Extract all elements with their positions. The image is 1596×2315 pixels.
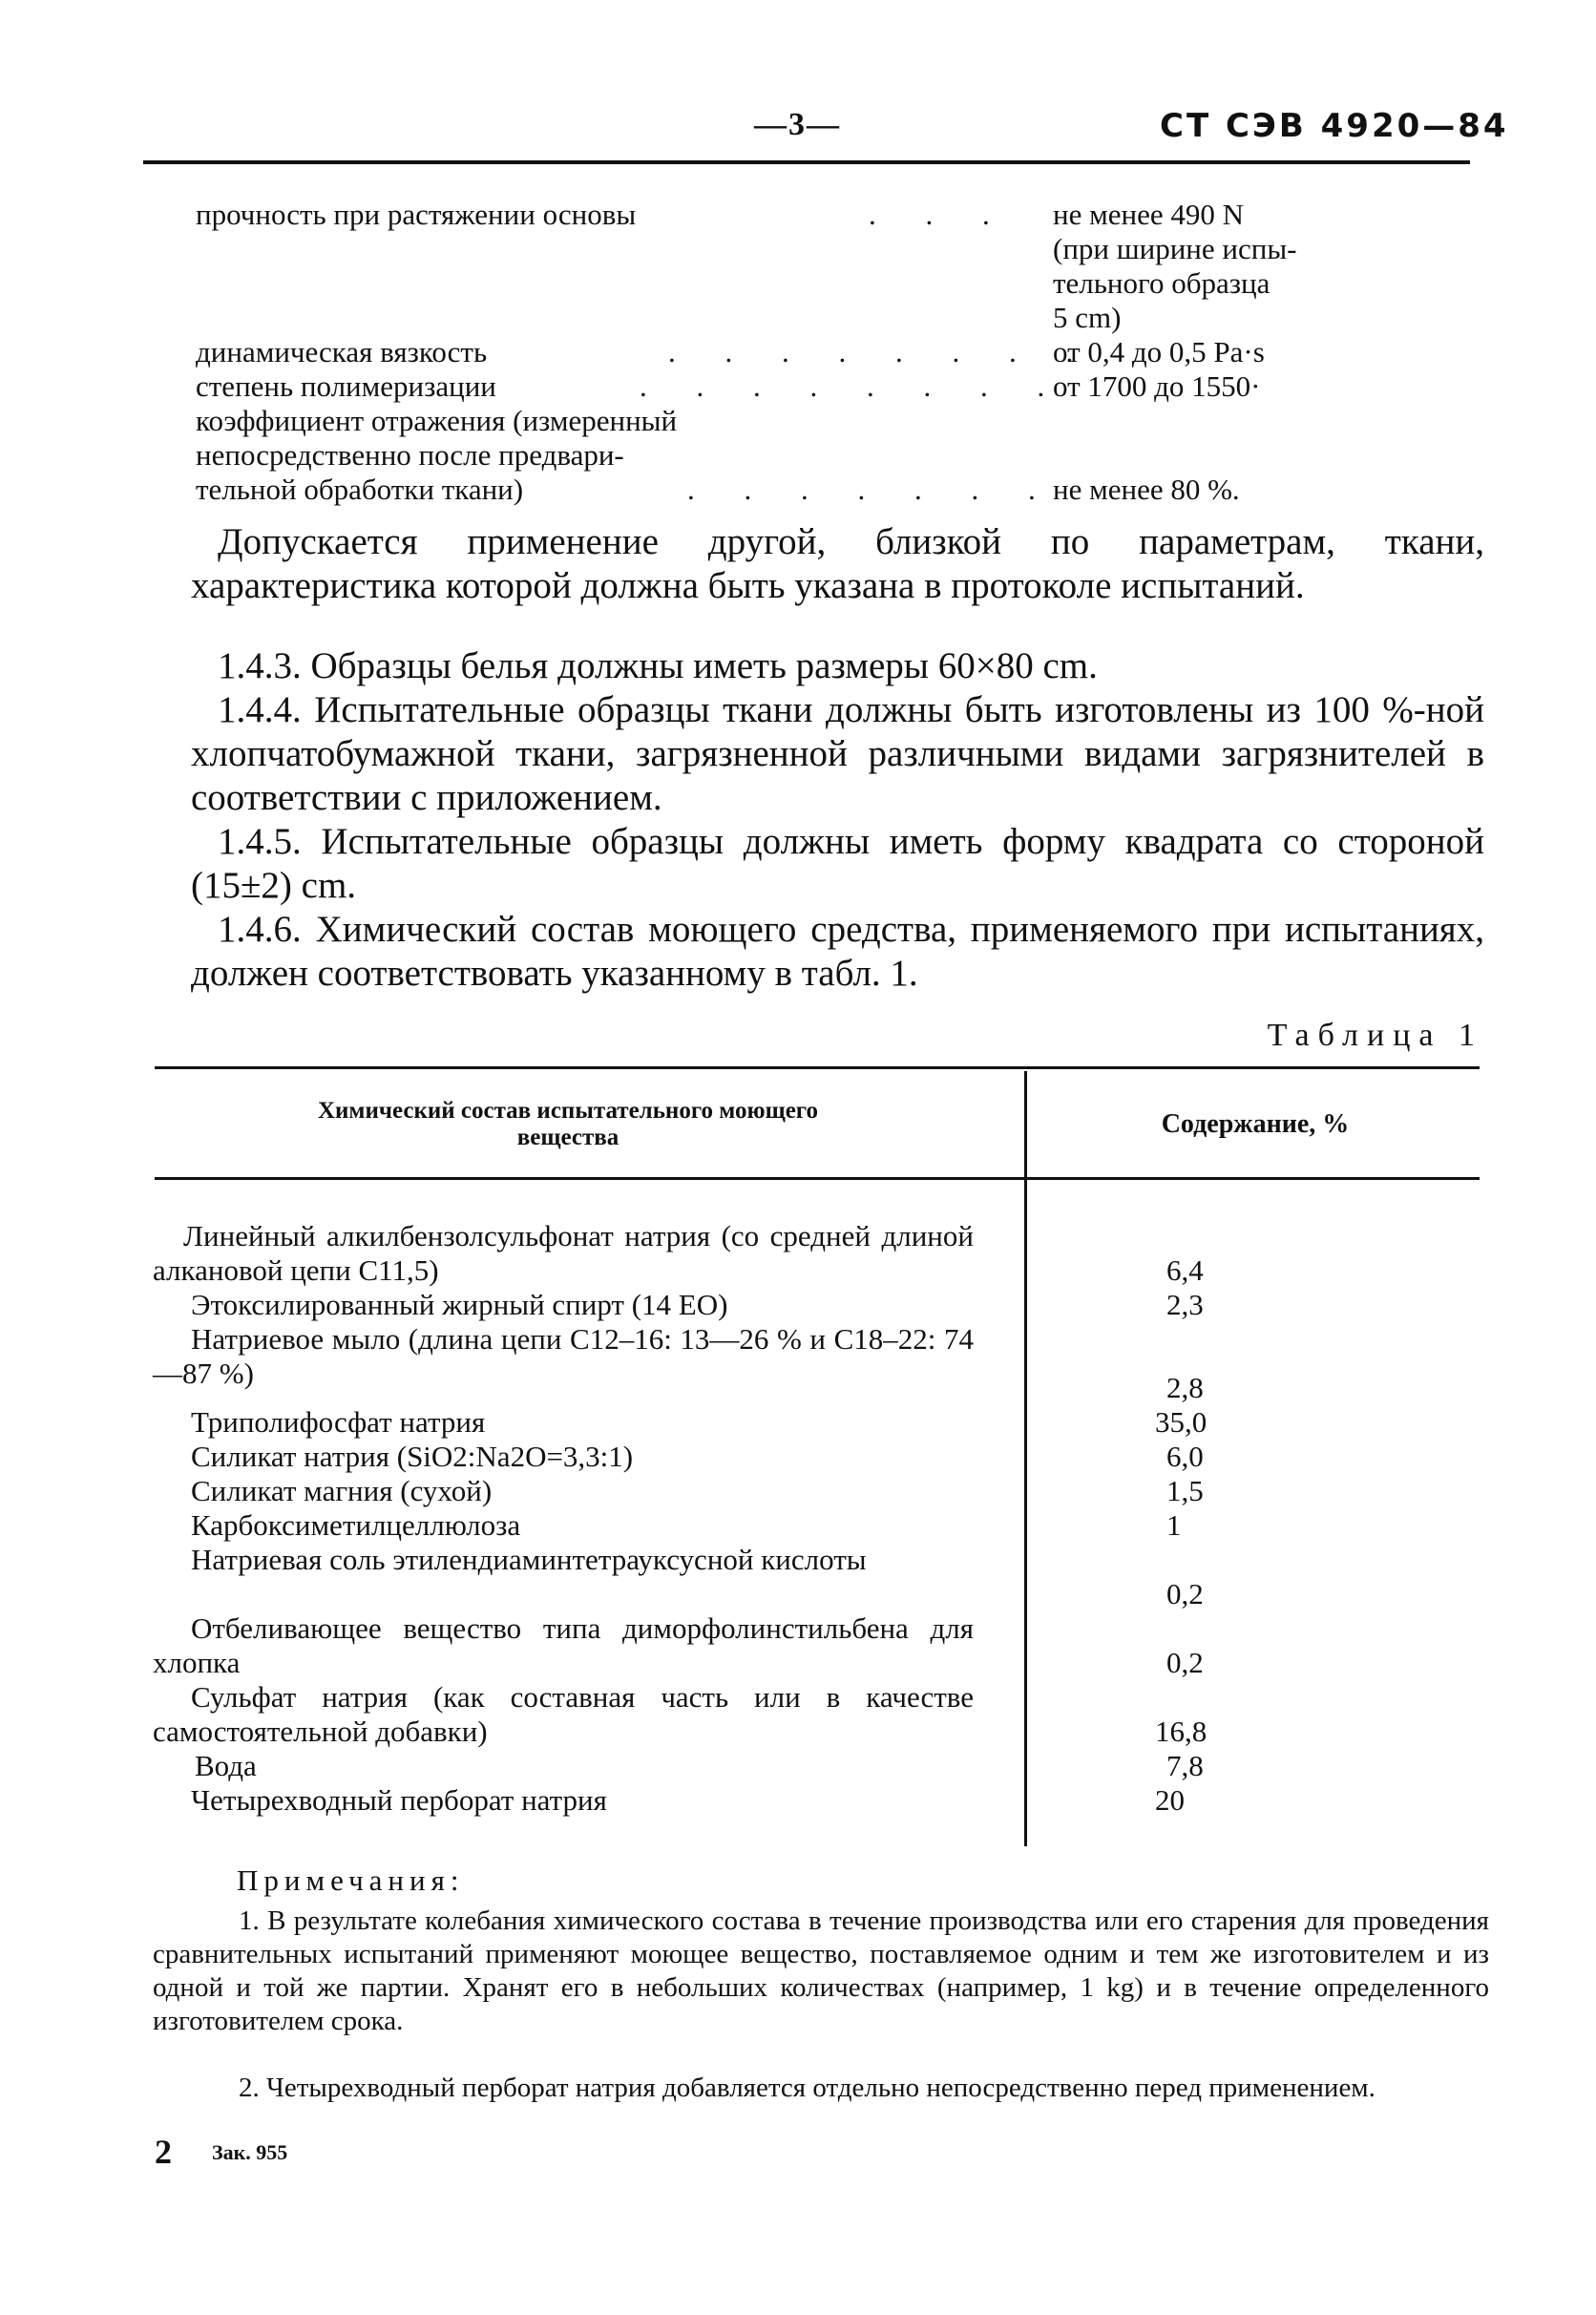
- table-row-value: 6,4: [1166, 1253, 1204, 1287]
- header-rule: [143, 160, 1470, 164]
- table-header-content: Содержание, %: [1161, 1109, 1350, 1139]
- table-row-name: Карбоксиметилцеллюлоза: [191, 1508, 521, 1542]
- leader-dots: . . . . . . .: [687, 473, 1057, 506]
- notes-title: Примечания:: [237, 1863, 465, 1897]
- table-column-divider: [1024, 1071, 1027, 1846]
- table-row-value: 0,2: [1166, 1577, 1204, 1610]
- page-mark: 2: [155, 2133, 172, 2171]
- order-number: Зак. 955: [212, 2140, 288, 2164]
- spec-value: от 1700 до 1550·: [1053, 369, 1261, 403]
- note-item: 1. В результате колебания химического состава в течение производства или его старения для проведения сравнительных испытаний применяют моющее вещество, поставляемое одним и тем же изготовителем и из одной и той же партии. Хранят его в небольших количествах (например, 1 kg) и в течение определенного изготовителем срока.: [153, 1905, 1489, 2036]
- spec-name: тельной обработки ткани): [196, 473, 524, 506]
- table-header-composition: Химический состав испытательного моющего вещества: [317, 1098, 819, 1150]
- paragraph: 1.4.5. Испытательные образцы должны иметь форму квадрата со стороной (15±2) cm.: [191, 821, 1484, 906]
- spec-name: коэффициент отражения (измеренный: [196, 404, 678, 437]
- table-row-name: Сульфат натрия (как составная часть или в качестве самостоятельной добавки): [153, 1680, 974, 1748]
- table-top-rule: [155, 1066, 1480, 1069]
- paragraph: 1.4.4. Испытательные образцы ткани должны быть изготовлены из 100 %-ной хлопчатобумажной ткани, загрязненной различными видами загрязнителей в соответствии с приложением.: [191, 689, 1484, 818]
- table-row-value: 16,8: [1155, 1715, 1208, 1748]
- leader-dots: . . . . . . . .: [668, 335, 1095, 368]
- table-row-name: Триполифосфат натрия: [191, 1405, 486, 1439]
- spec-value: тельного образца: [1053, 266, 1270, 300]
- spec-value: 5 cm): [1053, 301, 1122, 334]
- page-number: —3—: [754, 107, 841, 142]
- table-row-value: 2,8: [1166, 1371, 1204, 1404]
- table-row-value: 20: [1155, 1783, 1185, 1817]
- leader-dots: . . .: [869, 198, 1011, 231]
- spec-name: динамическая вязкость: [196, 335, 488, 368]
- spec-name: степень полимеризации: [196, 369, 496, 403]
- table-row-name: Четырехводный перборат натрия: [191, 1783, 607, 1817]
- spec-value: не менее 490 N: [1053, 198, 1244, 231]
- table-row-name: Натриевое мыло (длина цепи C12–16: 13—26 % и C18–22: 74—87 %): [153, 1322, 974, 1390]
- table-row-value: 7,8: [1166, 1749, 1204, 1782]
- table-row-value: 1,5: [1166, 1474, 1204, 1507]
- table-header-rule: [155, 1177, 1480, 1180]
- table-row-value: 0,2: [1166, 1646, 1204, 1679]
- spec-value: от 0,4 до 0,5 Pa·s: [1053, 335, 1265, 368]
- table-row-name: Натриевая соль этилендиаминтетрауксусной кислоты: [191, 1543, 867, 1576]
- spec-value: (при ширине испы-: [1053, 232, 1297, 265]
- table-row-value: 6,0: [1166, 1440, 1204, 1473]
- standard-code: СТ СЭВ 4920—84: [1160, 107, 1509, 145]
- table-row-name: Отбеливающее вещество типа диморфолинстильбена для хлопка: [153, 1611, 974, 1679]
- spec-value: не менее 80 %.: [1053, 473, 1240, 506]
- paragraph: 1.4.6. Химический состав моющего средства, применяемого при испытаниях, должен соответствовать указанному в табл. 1.: [191, 909, 1484, 994]
- table-row-name: Вода: [195, 1749, 257, 1782]
- paragraph: 1.4.3. Образцы белья должны иметь размеры 60×80 cm.: [218, 645, 1098, 686]
- spec-name: прочность при растяжении основы: [196, 198, 637, 231]
- spec-name: непосредственно после предвари-: [196, 438, 624, 472]
- paragraph: Допускается применение другой, близкой по параметрам, ткани, характеристика которой должна быть указана в протоколе испытаний.: [191, 521, 1484, 606]
- table-row-name: Линейный алкилбензолсульфонат натрия (со средней длиной алкановой цепи C11,5): [153, 1219, 974, 1287]
- table-row-name: Силикат натрия (SiO2:Na2O=3,3:1): [191, 1440, 634, 1473]
- leader-dots: . . . . . . . .: [640, 369, 1066, 403]
- table-row-value: 2,3: [1166, 1288, 1204, 1321]
- table-row-name: Силикат магния (сухой): [191, 1474, 493, 1507]
- table-title: Таблица 1: [1267, 1018, 1483, 1053]
- table-row-value: 35,0: [1155, 1405, 1208, 1439]
- table-row-name: Этоксилированный жирный спирт (14 EO): [191, 1288, 728, 1321]
- table-row-value: 1: [1166, 1508, 1182, 1542]
- note-item: 2. Четырехводный перборат натрия добавляется отдельно непосредственно перед применением.: [239, 2073, 1376, 2103]
